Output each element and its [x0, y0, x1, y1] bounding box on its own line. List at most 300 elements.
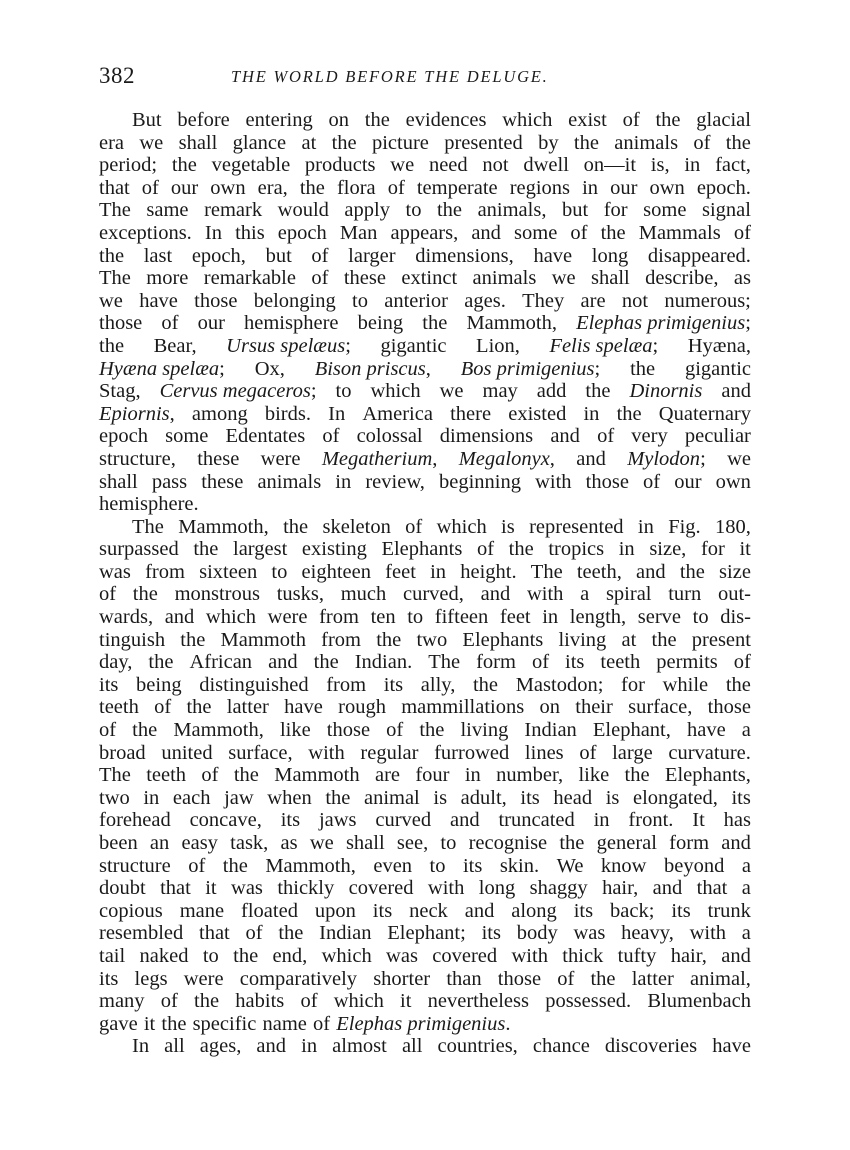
- word: existed: [508, 402, 567, 425]
- word: on—it: [583, 154, 637, 177]
- word: easy: [181, 832, 218, 854]
- word: Felis spelæa;: [549, 334, 659, 357]
- word: exceptions.: [99, 221, 192, 244]
- word: curved: [375, 809, 432, 832]
- word: from: [319, 606, 359, 629]
- word: entering: [245, 109, 313, 131]
- word: which: [321, 944, 372, 967]
- body-text: [99, 109, 751, 1058]
- word: lines: [524, 741, 564, 764]
- text-line: [99, 312, 751, 335]
- word: it: [143, 1012, 156, 1035]
- word: the: [222, 854, 248, 877]
- word: epoch: [99, 425, 148, 448]
- word: thick: [562, 944, 604, 967]
- word: curvature.: [668, 741, 751, 764]
- word: concave,: [189, 809, 262, 832]
- word: it: [400, 990, 412, 1013]
- word: those: [585, 470, 629, 493]
- word: back;: [610, 899, 655, 922]
- word: being: [136, 673, 182, 696]
- word: those: [99, 312, 143, 335]
- text-line: [99, 629, 751, 652]
- word: tail: [99, 944, 126, 967]
- word: era,: [257, 176, 288, 199]
- word: along: [511, 899, 557, 922]
- word: these: [201, 470, 244, 493]
- word: Ox,: [254, 357, 285, 380]
- word: our: [197, 312, 225, 335]
- text-line: [99, 561, 751, 584]
- text-line: [99, 538, 751, 561]
- word: before: [177, 109, 230, 131]
- word: the: [161, 1012, 187, 1035]
- word: Man: [339, 221, 378, 244]
- word: of: [160, 990, 178, 1013]
- word: surface,: [628, 696, 693, 719]
- word: neck: [409, 899, 448, 922]
- word: not: [621, 289, 649, 312]
- word: doubt: [99, 877, 146, 900]
- text-line: [99, 945, 751, 968]
- word: signal: [701, 199, 751, 222]
- word: shaggy: [529, 877, 588, 900]
- text-line: [99, 742, 751, 765]
- word: The: [99, 764, 131, 787]
- word: epoch: [277, 221, 327, 244]
- word: and: [576, 447, 606, 470]
- word: Lion,: [476, 334, 520, 357]
- word: of: [570, 221, 588, 244]
- word: much: [340, 583, 387, 606]
- word: length,: [569, 606, 627, 629]
- word: and: [550, 425, 580, 448]
- word: Elephant;: [387, 922, 466, 945]
- paragraph: [99, 1035, 751, 1058]
- word: the: [364, 109, 390, 131]
- word: Indian: [524, 719, 577, 742]
- word: front.: [628, 809, 674, 832]
- word: the: [419, 719, 445, 742]
- word: more: [146, 267, 189, 290]
- word: with: [689, 922, 727, 945]
- word: as: [280, 832, 298, 854]
- word: to: [440, 832, 457, 854]
- word: an: [149, 832, 170, 854]
- word: of: [733, 651, 751, 674]
- word: tufty: [617, 944, 657, 967]
- word: in: [582, 176, 599, 199]
- word: the: [725, 131, 751, 154]
- word: those: [497, 967, 542, 990]
- word: of: [387, 176, 405, 199]
- word: trunk: [707, 899, 751, 922]
- word: Mammoth: [220, 628, 306, 651]
- word: almost: [332, 1035, 387, 1058]
- word: period;: [99, 154, 158, 177]
- word: this: [235, 221, 265, 244]
- word: of: [622, 109, 640, 131]
- word: height.: [460, 560, 517, 583]
- word: living: [460, 719, 509, 742]
- word: epoch.: [696, 176, 751, 199]
- word: dimensions: [439, 425, 534, 448]
- word: Hyæna spelæa;: [99, 357, 225, 380]
- word: hair,: [602, 877, 639, 900]
- word: naked: [139, 944, 189, 967]
- word: Blumenbach: [647, 990, 751, 1013]
- word: represented: [529, 515, 624, 538]
- word: the: [422, 312, 448, 335]
- word: to: [271, 560, 288, 583]
- word: Fig.: [668, 515, 701, 538]
- word: which: [370, 380, 421, 403]
- word: of: [386, 719, 404, 742]
- word: those: [326, 719, 371, 742]
- word: that: [696, 877, 728, 900]
- word: we: [439, 380, 464, 403]
- word: Bear,: [153, 334, 197, 357]
- word: we: [139, 131, 164, 154]
- word: regions: [509, 176, 571, 199]
- word: its: [731, 786, 751, 809]
- word: a: [741, 922, 751, 945]
- word: very: [631, 425, 668, 448]
- word: flora: [336, 176, 376, 199]
- word: of: [311, 267, 329, 290]
- word: all: [164, 1035, 185, 1058]
- word: to: [429, 854, 446, 877]
- word: ally,: [420, 673, 456, 696]
- text-line: [99, 425, 751, 448]
- text-line: [99, 922, 751, 945]
- word: own: [649, 176, 685, 199]
- word: of: [476, 538, 495, 561]
- word: its: [462, 854, 483, 877]
- text-line: [99, 1013, 751, 1036]
- word: its: [520, 786, 540, 809]
- word: is: [433, 786, 448, 809]
- word: are: [374, 764, 401, 787]
- word: to: [692, 606, 709, 629]
- word: when: [267, 786, 312, 809]
- word: teeth,: [576, 560, 622, 583]
- text-line: [99, 109, 751, 132]
- word: the: [313, 651, 339, 674]
- text-line: [99, 290, 751, 313]
- word: head: [553, 786, 593, 809]
- word: long: [591, 244, 629, 267]
- word: ages.: [464, 289, 506, 312]
- word: dis-: [720, 606, 751, 629]
- word: present: [691, 628, 751, 651]
- word: of: [99, 719, 117, 742]
- word: latter: [631, 967, 674, 990]
- word: disappeared.: [647, 244, 751, 267]
- word: upon: [314, 899, 356, 922]
- text-line: [99, 1035, 751, 1058]
- word: fifteen: [434, 606, 489, 629]
- word: its: [671, 899, 691, 922]
- word: gigantic: [684, 357, 751, 380]
- word: of: [693, 131, 711, 154]
- word: some: [643, 199, 687, 222]
- word: for: [700, 538, 725, 561]
- word: jaws: [318, 809, 357, 832]
- word: monstrous: [174, 583, 260, 606]
- word: structure: [99, 854, 171, 877]
- word: heavy,: [621, 922, 674, 945]
- word: two: [416, 628, 448, 651]
- word: number,: [496, 764, 564, 787]
- word: of: [141, 176, 159, 199]
- word: on: [328, 109, 349, 131]
- text-line: [99, 358, 751, 381]
- word: Elephas primigenius.: [336, 1012, 511, 1035]
- word: the: [559, 832, 585, 854]
- word: we: [99, 289, 123, 312]
- word: the: [132, 719, 158, 742]
- word: We: [556, 854, 584, 877]
- word: sixteen: [199, 560, 258, 583]
- word: a: [741, 854, 751, 877]
- word: the: [436, 199, 463, 222]
- word: of: [597, 425, 615, 448]
- word: pass: [151, 470, 188, 493]
- word: have: [686, 719, 726, 742]
- word: Stag,: [99, 380, 141, 403]
- word: tropics: [548, 538, 605, 561]
- word: like: [279, 719, 311, 742]
- word: have: [712, 1035, 751, 1058]
- word: size,: [649, 538, 687, 561]
- running-title: THE WORLD BEFORE THE DELUGE.: [231, 67, 549, 86]
- word: larger: [348, 244, 396, 267]
- text-line: [99, 787, 751, 810]
- word: was: [99, 560, 131, 583]
- word: even: [373, 854, 413, 877]
- word: Elephants: [381, 538, 463, 561]
- word: of: [300, 990, 318, 1013]
- text-line: [99, 968, 751, 991]
- word: shall: [345, 832, 385, 854]
- text-line: [99, 493, 751, 516]
- word: turn: [668, 583, 702, 606]
- word: ages,: [199, 1035, 242, 1058]
- word: was: [386, 944, 418, 967]
- word: with: [511, 944, 548, 967]
- word: animals,: [477, 199, 547, 222]
- word: in: [335, 470, 352, 493]
- word: the: [590, 967, 616, 990]
- word: Cervus megaceros;: [159, 380, 317, 403]
- word: but: [561, 199, 589, 222]
- word: describe,: [645, 267, 719, 290]
- word: Mammoth: [274, 764, 360, 787]
- word: curved,: [402, 583, 464, 606]
- word: animals: [257, 470, 322, 493]
- word: surface,: [228, 741, 293, 764]
- word: the: [616, 402, 642, 425]
- word: general: [596, 832, 657, 854]
- word: some: [165, 425, 209, 448]
- word: gave: [99, 1012, 138, 1035]
- word: name: [262, 1012, 307, 1035]
- word: Mylodon;: [627, 447, 706, 470]
- text-line: [99, 471, 751, 494]
- word: and: [721, 944, 751, 967]
- word: which: [205, 606, 257, 629]
- word: Quaternary: [658, 402, 751, 425]
- word: the: [624, 764, 650, 787]
- word: jaw: [224, 786, 254, 809]
- word: many: [99, 990, 145, 1013]
- word: a: [741, 877, 751, 900]
- word: is: [605, 786, 620, 809]
- word: Dinornis: [629, 380, 703, 403]
- word: that: [199, 922, 230, 945]
- word: task,: [230, 832, 269, 854]
- word: anterior: [384, 289, 448, 312]
- word: products: [304, 154, 376, 177]
- word: see,: [396, 832, 429, 854]
- word: the: [679, 560, 705, 583]
- word: tinguish: [99, 628, 166, 651]
- word: African: [189, 651, 253, 674]
- word: presented: [444, 131, 523, 154]
- word: in: [301, 1035, 318, 1058]
- word: picture: [371, 131, 429, 154]
- word: Mastodon;: [515, 673, 604, 696]
- word: exist: [568, 109, 607, 131]
- word: structure,: [99, 447, 176, 470]
- word: spiral: [605, 583, 652, 606]
- word: teeth: [600, 651, 641, 674]
- word: which: [436, 515, 487, 538]
- word: In: [132, 1035, 150, 1058]
- word: have: [284, 696, 323, 719]
- word: of: [557, 967, 575, 990]
- word: the: [132, 583, 158, 606]
- word: truncated: [498, 809, 575, 832]
- word: those: [194, 289, 238, 312]
- word: Elephas primigenius;: [576, 312, 751, 335]
- word: not: [482, 154, 509, 177]
- word: Elephants,: [664, 764, 751, 787]
- word: and: [636, 560, 666, 583]
- text-line: [99, 990, 751, 1013]
- word: same: [146, 199, 189, 222]
- word: apply: [344, 199, 390, 222]
- word: The: [530, 560, 563, 583]
- word: the: [186, 696, 212, 719]
- word: living: [558, 628, 607, 651]
- word: and: [721, 832, 751, 854]
- text-line: [99, 245, 751, 268]
- word: of: [531, 651, 550, 674]
- page-number: 382: [99, 63, 135, 88]
- word: adult,: [460, 786, 507, 809]
- word: have: [139, 289, 178, 312]
- word: we: [390, 154, 415, 177]
- word: of: [201, 764, 219, 787]
- page-header: [99, 60, 751, 92]
- word: the: [171, 154, 197, 177]
- word: tusks,: [276, 583, 324, 606]
- word: The: [428, 651, 461, 674]
- word: existing: [301, 538, 367, 561]
- word: is,: [650, 154, 670, 177]
- word: possessed.: [545, 990, 632, 1013]
- text-line: [99, 877, 751, 900]
- word: for: [621, 673, 645, 696]
- word: to: [202, 944, 219, 967]
- word: the: [233, 764, 259, 787]
- word: countries,: [437, 1035, 518, 1058]
- word: distinguished: [199, 673, 309, 696]
- word: era: [99, 131, 125, 154]
- word: in: [593, 809, 610, 832]
- word: our: [674, 470, 702, 493]
- word: we: [309, 832, 334, 854]
- word: serve: [637, 606, 682, 629]
- word: The: [132, 515, 164, 538]
- word: with: [526, 583, 564, 606]
- word: four: [415, 764, 450, 787]
- text-line: [99, 335, 751, 358]
- word: that: [160, 877, 191, 900]
- word: thickly: [277, 877, 335, 900]
- word: has: [723, 809, 751, 832]
- word: the: [630, 357, 656, 380]
- word: The: [99, 199, 131, 222]
- word: to: [335, 380, 352, 403]
- word: being: [357, 312, 404, 335]
- word: the: [472, 673, 499, 696]
- word: last: [143, 244, 173, 267]
- word: eighteen: [301, 560, 371, 583]
- text-line: [99, 154, 751, 177]
- word: those: [707, 696, 751, 719]
- word: day,: [99, 651, 133, 674]
- word: appears,: [390, 221, 459, 244]
- word: copious: [99, 899, 163, 922]
- word: animals: [472, 267, 537, 290]
- word: skin.: [499, 854, 540, 877]
- word: forehead: [99, 809, 171, 832]
- word: was: [231, 877, 263, 900]
- word: birds.: [264, 402, 311, 425]
- word: it: [205, 877, 217, 900]
- word: mane: [179, 899, 225, 922]
- text-line: [99, 606, 751, 629]
- word: Mammoth,: [173, 719, 264, 742]
- word: Mammoth,: [178, 515, 269, 538]
- word: of: [245, 922, 263, 945]
- word: we: [727, 447, 751, 470]
- word: in: [684, 154, 701, 177]
- word: at: [301, 131, 317, 154]
- word: Indian: [319, 922, 372, 945]
- word: from: [326, 673, 367, 696]
- word: these: [343, 267, 386, 290]
- word: our: [170, 176, 199, 199]
- word: of: [188, 854, 206, 877]
- word: our: [610, 176, 638, 199]
- word: which: [333, 990, 384, 1013]
- word: from: [321, 628, 362, 651]
- word: the: [194, 990, 220, 1013]
